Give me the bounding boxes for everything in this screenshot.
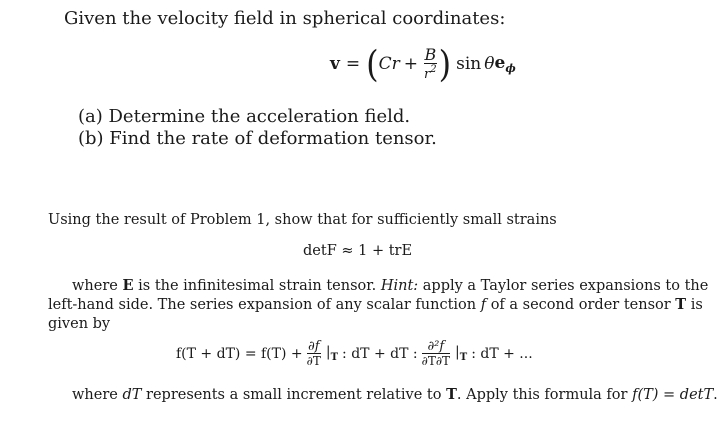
unit-vector-e: $e_\phi$ xyxy=(494,53,516,75)
problem2-paragraph-line1: where E is the infinitesimal strain tensor. Hint: apply a Taylor series expansions to the xyxy=(72,277,709,294)
determinant-approximation: detF ≈ 1 + trE xyxy=(303,243,413,259)
problem2-final-line: where dT represents a small increment relative to T. Apply this formula for f(T) = detT. xyxy=(72,386,718,403)
first-derivative-fraction: $\frac{\partial f}{\partial T}$ xyxy=(306,339,321,368)
theta-symbol: θ xyxy=(484,54,495,74)
evaluation-bar-2: $|_T$ xyxy=(455,344,468,363)
radius-r: r xyxy=(391,54,400,74)
taylor-series-equation xyxy=(176,340,533,367)
problem2-paragraph-line2: left-hand side. The series expansion of any scalar function f of a second order tensor T is xyxy=(48,296,703,313)
problem2-paragraph-line3: given by xyxy=(48,316,111,332)
velocity-symbol: v xyxy=(330,54,340,74)
series-lhs: f(T + dT) = f(T) + xyxy=(176,345,303,362)
second-derivative-fraction: $\frac{\text{∂²f}}{\partial T\partial T}$ xyxy=(421,339,451,368)
sine-function: sin xyxy=(456,54,482,74)
coefficient-c: C xyxy=(378,54,392,74)
fraction-numerator: B xyxy=(424,45,437,64)
right-paren: ) xyxy=(438,42,452,86)
problem1-intro: Given the velocity field in spherical coordinates: xyxy=(64,8,506,29)
problem2-intro: Using the result of Problem 1, show that for sufficiently small strains xyxy=(48,212,557,228)
velocity-equation xyxy=(330,42,516,86)
evaluation-bar-1: $|_T$ xyxy=(325,344,339,363)
part-b-text: (b) Find the rate of deformation tensor. xyxy=(78,128,437,149)
left-paren: ( xyxy=(366,42,379,86)
series-tail: : dT + ... xyxy=(471,345,533,362)
series-middle: : dT + dT : xyxy=(342,345,418,362)
equals-sign: = xyxy=(345,54,361,74)
fraction-denominator: $r^2$ xyxy=(424,64,437,82)
plus-sign: + xyxy=(403,54,419,74)
part-a-text: (a) Determine the acceleration field. xyxy=(78,106,411,127)
b-over-r2-fraction xyxy=(424,47,437,81)
